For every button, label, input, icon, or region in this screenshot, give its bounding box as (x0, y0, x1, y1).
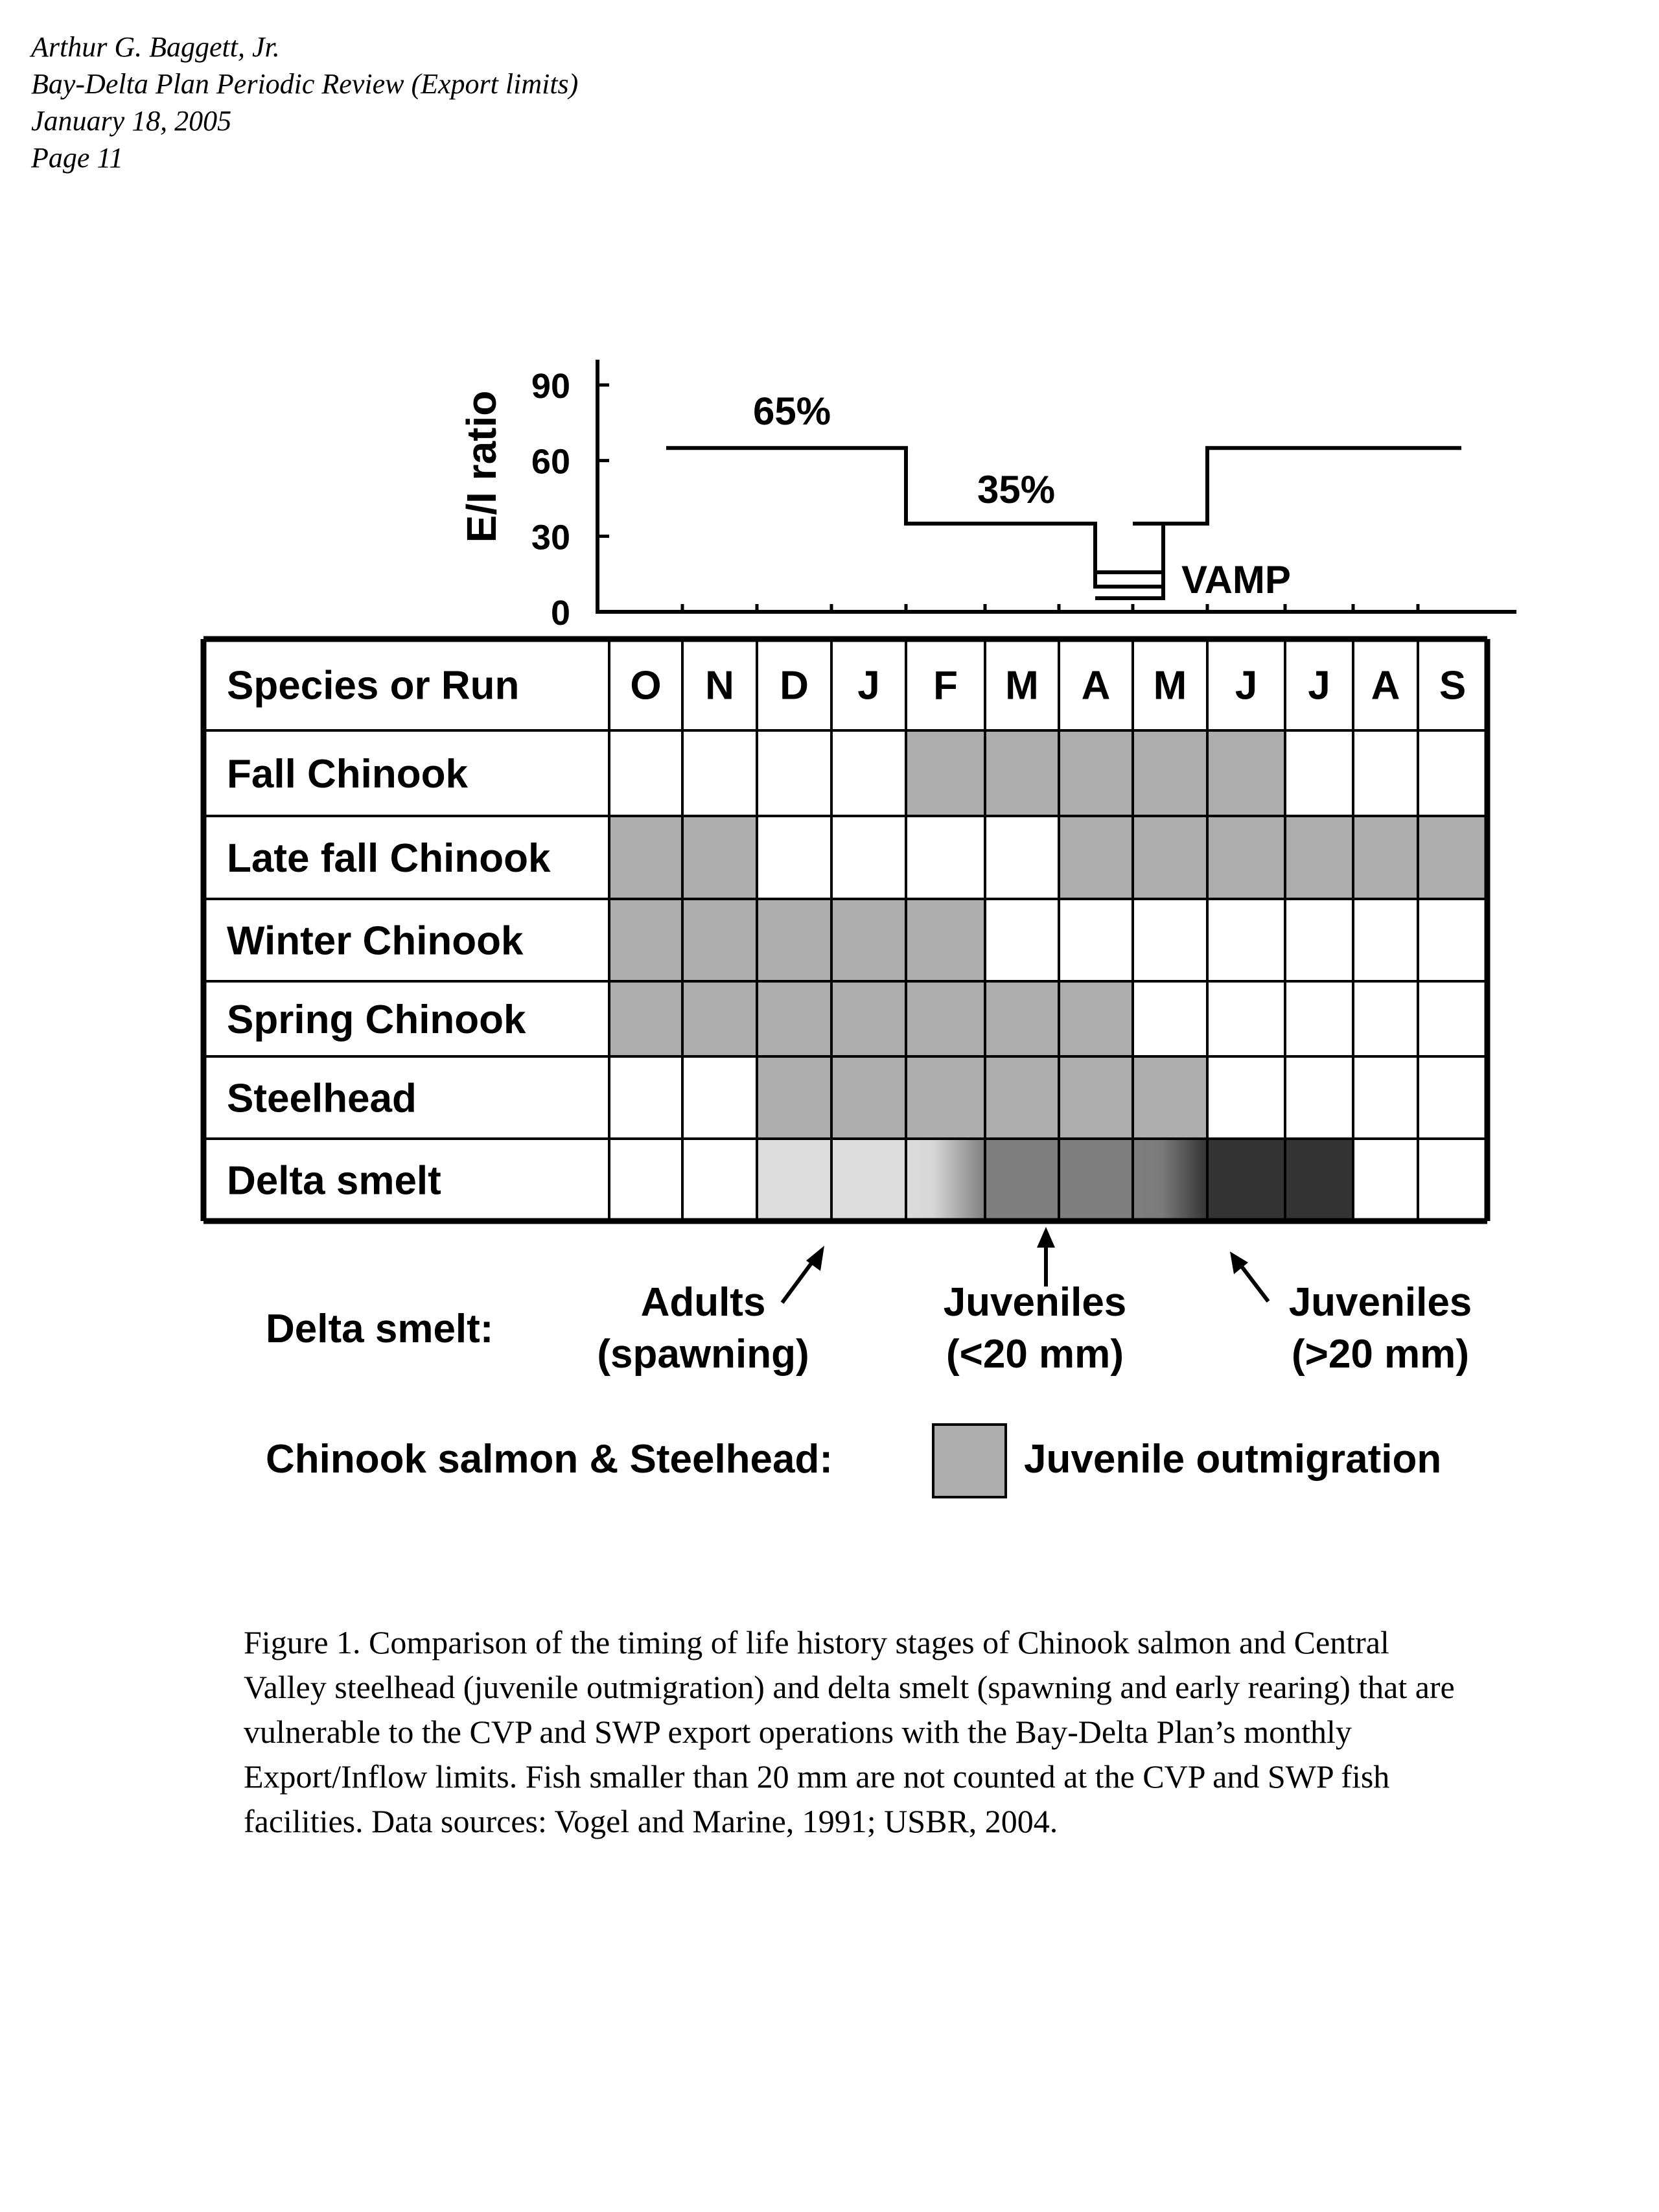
table-cell (757, 816, 831, 899)
table-cell (757, 899, 831, 981)
ei-limit-line (666, 448, 1461, 587)
table-cell (831, 899, 906, 981)
figure-caption: Figure 1. Comparison of the timing of life history stages of Chinook salmon and Central Valley steelhead (juvenile outmigration) and delta smelt (spawning and early rearing) that are vulnerable to the CVP and SWP export operations with the Bay-Delta Plan’s monthly Export/Inflow limits. Fish smaller than 20 mm are not counted at the CVP and SWP fish facilities. Data sources: Vogel and Marine, 1991; USBR, 2004. (244, 1624, 1455, 1839)
table-cell (1353, 899, 1418, 981)
table-cell (831, 981, 906, 1056)
table-cell (831, 1056, 906, 1139)
table-cell (1133, 899, 1207, 981)
table-cell (1353, 981, 1418, 1056)
table-cell (682, 730, 757, 816)
table-cell (906, 816, 985, 899)
table-cell (1285, 816, 1353, 899)
table-cell (1418, 1139, 1487, 1221)
month-header: J (857, 663, 880, 708)
month-header: D (780, 663, 809, 708)
table-cell (1353, 1056, 1418, 1139)
row-label: Fall Chinook (227, 752, 468, 797)
juvenile-large-sublabel: (>20 mm) (1292, 1332, 1469, 1377)
adults-sublabel: (spawning) (597, 1332, 809, 1377)
y-tick-label: 0 (550, 594, 570, 633)
table-cell (682, 816, 757, 899)
table-cell (906, 981, 985, 1056)
table-cell (1285, 1056, 1353, 1139)
table-cell (831, 1139, 906, 1221)
table-cell (1418, 981, 1487, 1056)
row-label: Late fall Chinook (227, 836, 551, 881)
table-cell (682, 1139, 757, 1221)
table-cell (609, 1139, 682, 1221)
table-cell (1207, 816, 1285, 899)
row-label: Winter Chinook (227, 918, 524, 964)
juvenile-small-arrow (1037, 1227, 1055, 1286)
label-35-percent: 35% (977, 468, 1056, 511)
month-header: M (1153, 663, 1187, 708)
month-header: J (1235, 663, 1258, 708)
table-cell (1133, 730, 1207, 816)
table-cell (609, 816, 682, 899)
label-65-percent: 65% (752, 390, 831, 433)
table-cell (1207, 1139, 1285, 1221)
table-cell (1207, 981, 1285, 1056)
table-cell (1418, 730, 1487, 816)
table-cell (906, 730, 985, 816)
table-cell (1353, 730, 1418, 816)
table-cell (1207, 730, 1285, 816)
table-cell (1353, 816, 1418, 899)
table-cell (985, 730, 1059, 816)
table-cell (906, 899, 985, 981)
table-cell (1133, 981, 1207, 1056)
table-cell (985, 816, 1059, 899)
row-label: Steelhead (227, 1076, 417, 1121)
outmigration-swatch (933, 1425, 1006, 1497)
table-cell (609, 899, 682, 981)
outmigration-label: Juvenile outmigration (1024, 1437, 1442, 1482)
table-cell (985, 1056, 1059, 1139)
header-subject: Bay-Delta Plan Periodic Review (Export limits) (31, 68, 579, 100)
table-cell (906, 1139, 985, 1221)
adults-label: Adults (640, 1280, 766, 1325)
table-cell (831, 816, 906, 899)
table-cell (1285, 1139, 1353, 1221)
table-cell (1207, 899, 1285, 981)
table-cell (757, 981, 831, 1056)
juvenile-large-arrow (1230, 1252, 1268, 1301)
table-cell (1418, 816, 1487, 899)
table-cell (1059, 730, 1133, 816)
table-cell (985, 1139, 1059, 1221)
adults-arrow (782, 1246, 824, 1303)
salmon-legend-title: Chinook salmon & Steelhead: (266, 1437, 833, 1482)
table-cell (1285, 730, 1353, 816)
table-cell (609, 981, 682, 1056)
month-header: A (1081, 663, 1111, 708)
month-header: O (630, 663, 662, 708)
row-label: Delta smelt (227, 1158, 441, 1204)
month-header: J (1308, 663, 1330, 708)
header-date: January 18, 2005 (31, 105, 232, 137)
table-cell (682, 981, 757, 1056)
table-cell (1353, 1139, 1418, 1221)
table-cell (1285, 981, 1353, 1056)
table-cell (1059, 1139, 1133, 1221)
table-cell (1059, 816, 1133, 899)
juvenile-large-label: Juveniles (1288, 1280, 1472, 1325)
month-header: F (933, 663, 958, 708)
header-page: Page 11 (31, 142, 124, 174)
label-vamp: VAMP (1181, 558, 1291, 601)
month-header: M (1005, 663, 1039, 708)
y-axis-label: E/I ratio (458, 390, 505, 543)
table-cell (985, 899, 1059, 981)
table-cell (1418, 1056, 1487, 1139)
table-cell (757, 1056, 831, 1139)
ei-chart (458, 360, 1516, 633)
table-cell (985, 981, 1059, 1056)
table-cell (1418, 899, 1487, 981)
table-cell (682, 1056, 757, 1139)
juvenile-small-sublabel: (<20 mm) (946, 1332, 1124, 1377)
timing-table (203, 639, 1487, 1221)
table-cell (757, 1139, 831, 1221)
smelt-legend-title: Delta smelt: (266, 1307, 494, 1351)
table-cell (1059, 981, 1133, 1056)
table-cell (1059, 899, 1133, 981)
table-cell (1133, 1056, 1207, 1139)
juvenile-small-label: Juveniles (943, 1280, 1127, 1325)
table-cell (1059, 1056, 1133, 1139)
header-author: Arthur G. Baggett, Jr. (31, 31, 280, 63)
y-tick-label: 30 (531, 518, 570, 557)
delta-smelt-legend (266, 1227, 1472, 1377)
y-tick-label: 90 (531, 367, 570, 406)
table-cell (906, 1056, 985, 1139)
month-header: N (705, 663, 734, 708)
table-cell (1133, 1139, 1207, 1221)
table-cell (757, 730, 831, 816)
salmon-legend (266, 1425, 1441, 1497)
table-cell (831, 730, 906, 816)
row-label: Spring Chinook (227, 997, 526, 1042)
table-cell (682, 899, 757, 981)
table-cell (1207, 1056, 1285, 1139)
table-cell (1285, 899, 1353, 981)
table-cell (609, 1056, 682, 1139)
table-cell (609, 730, 682, 816)
header-species-label: Species or Run (227, 663, 520, 708)
table-cell (1133, 816, 1207, 899)
y-tick-label: 60 (531, 442, 570, 482)
month-header: A (1371, 663, 1400, 708)
month-header: S (1439, 663, 1467, 708)
